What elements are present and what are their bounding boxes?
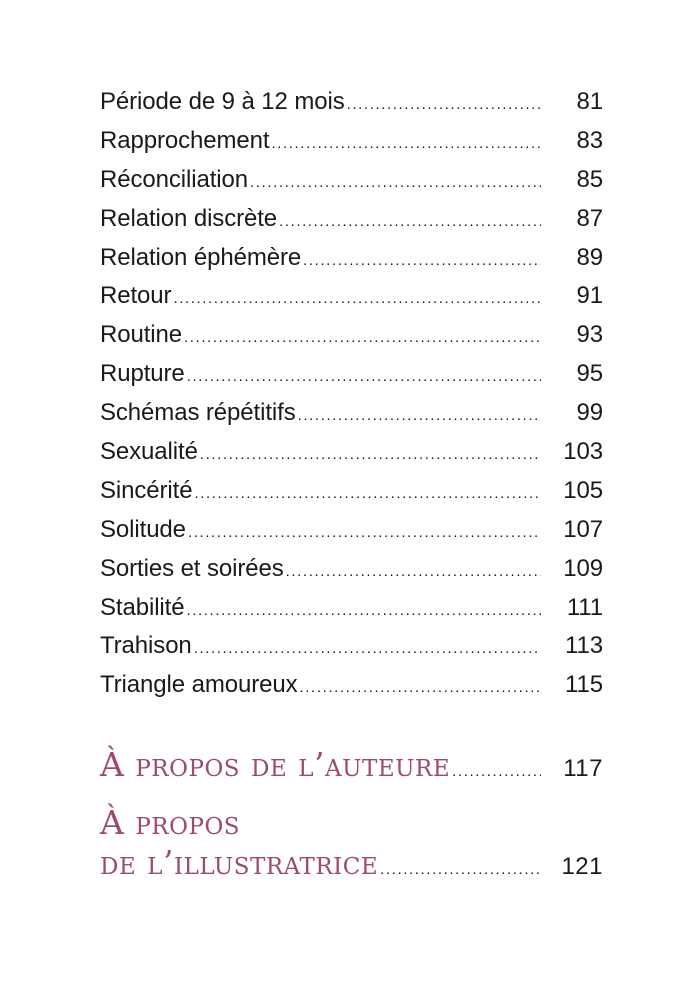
dot-leader: [380, 861, 541, 878]
toc-entry[interactable]: [100, 555, 603, 594]
toc-section-about-author[interactable]: [100, 745, 603, 784]
page-number: 105: [563, 476, 603, 504]
toc-entry-label: Réconciliation: [100, 165, 249, 193]
page-number: 83: [576, 126, 603, 154]
toc-entry[interactable]: [100, 127, 603, 166]
dot-leader: [194, 640, 541, 657]
toc-entry-label: Rapprochement: [100, 126, 270, 154]
page-number: 103: [563, 438, 603, 466]
dot-leader: [250, 174, 541, 191]
toc-entry[interactable]: [100, 282, 603, 321]
page-number: 111: [566, 593, 603, 621]
dot-leader: [184, 329, 541, 346]
section-label: À propos de l’auteure: [100, 745, 451, 784]
toc-entry[interactable]: [100, 516, 603, 555]
toc-entry[interactable]: [100, 166, 603, 205]
page-number: 95: [576, 360, 603, 388]
dot-leader: [347, 96, 541, 113]
dot-leader: [187, 368, 541, 385]
toc-section-about-illustrator[interactable]: [100, 803, 603, 882]
page-number: 89: [576, 243, 603, 271]
page-number: 109: [563, 554, 603, 582]
toc-entry[interactable]: [100, 88, 603, 127]
toc-entry[interactable]: [100, 244, 603, 283]
toc-entry-label: Sexualité: [100, 438, 198, 466]
toc-entry-label: Schémas répétitifs: [100, 399, 296, 427]
toc-entry-label: Relation éphémère: [100, 243, 302, 271]
table-of-contents: [100, 88, 603, 710]
toc-entry[interactable]: [100, 632, 603, 671]
toc-entry[interactable]: [100, 438, 603, 477]
toc-entry-label: Retour: [100, 282, 172, 310]
toc-entry[interactable]: [100, 399, 603, 438]
dot-leader: [303, 252, 541, 269]
dot-leader: [452, 763, 541, 780]
toc-entry-label: Sincérité: [100, 476, 193, 504]
page-number: 107: [563, 515, 603, 543]
page-number: 85: [576, 165, 603, 193]
toc-entry[interactable]: [100, 594, 603, 633]
page-number: 99: [576, 399, 603, 427]
dot-leader: [173, 290, 541, 307]
toc-entry-label: Routine: [100, 321, 183, 349]
toc-entry-label: Stabilité: [100, 593, 185, 621]
toc-entry[interactable]: [100, 321, 603, 360]
toc-entry[interactable]: [100, 477, 603, 516]
page-number: 93: [576, 321, 603, 349]
dot-leader: [271, 135, 541, 152]
toc-entry-label: Trahison: [100, 632, 192, 660]
toc-entry[interactable]: [100, 360, 603, 399]
dot-leader: [200, 446, 541, 463]
dot-leader: [186, 602, 541, 619]
dot-leader: [188, 524, 541, 541]
toc-entry[interactable]: [100, 205, 603, 244]
toc-entry-label: Rupture: [100, 360, 185, 388]
dot-leader: [279, 213, 541, 230]
dot-leader: [298, 407, 541, 424]
page-number: 115: [565, 671, 603, 699]
toc-entry-label: Période de 9 à 12 mois: [100, 88, 345, 115]
dot-leader: [300, 679, 541, 696]
toc-entry-label: Triangle amoureux: [100, 671, 298, 699]
page-number: 81: [576, 88, 603, 115]
dot-leader: [194, 485, 541, 502]
section-label-line1: À propos: [100, 803, 241, 842]
page-number: 121: [561, 853, 603, 880]
page-number: 91: [576, 282, 603, 310]
page-number: 117: [563, 755, 603, 782]
toc-entry-label: Sorties et soirées: [100, 554, 284, 582]
page-number: 87: [576, 204, 603, 232]
toc-entry-label: Solitude: [100, 515, 186, 543]
dot-leader: [286, 563, 541, 580]
toc-entry-label: Relation discrète: [100, 204, 278, 232]
page-number: 113: [565, 632, 603, 660]
section-label-line2: de l’illustratrice: [100, 843, 379, 882]
toc-entry[interactable]: [100, 671, 603, 710]
